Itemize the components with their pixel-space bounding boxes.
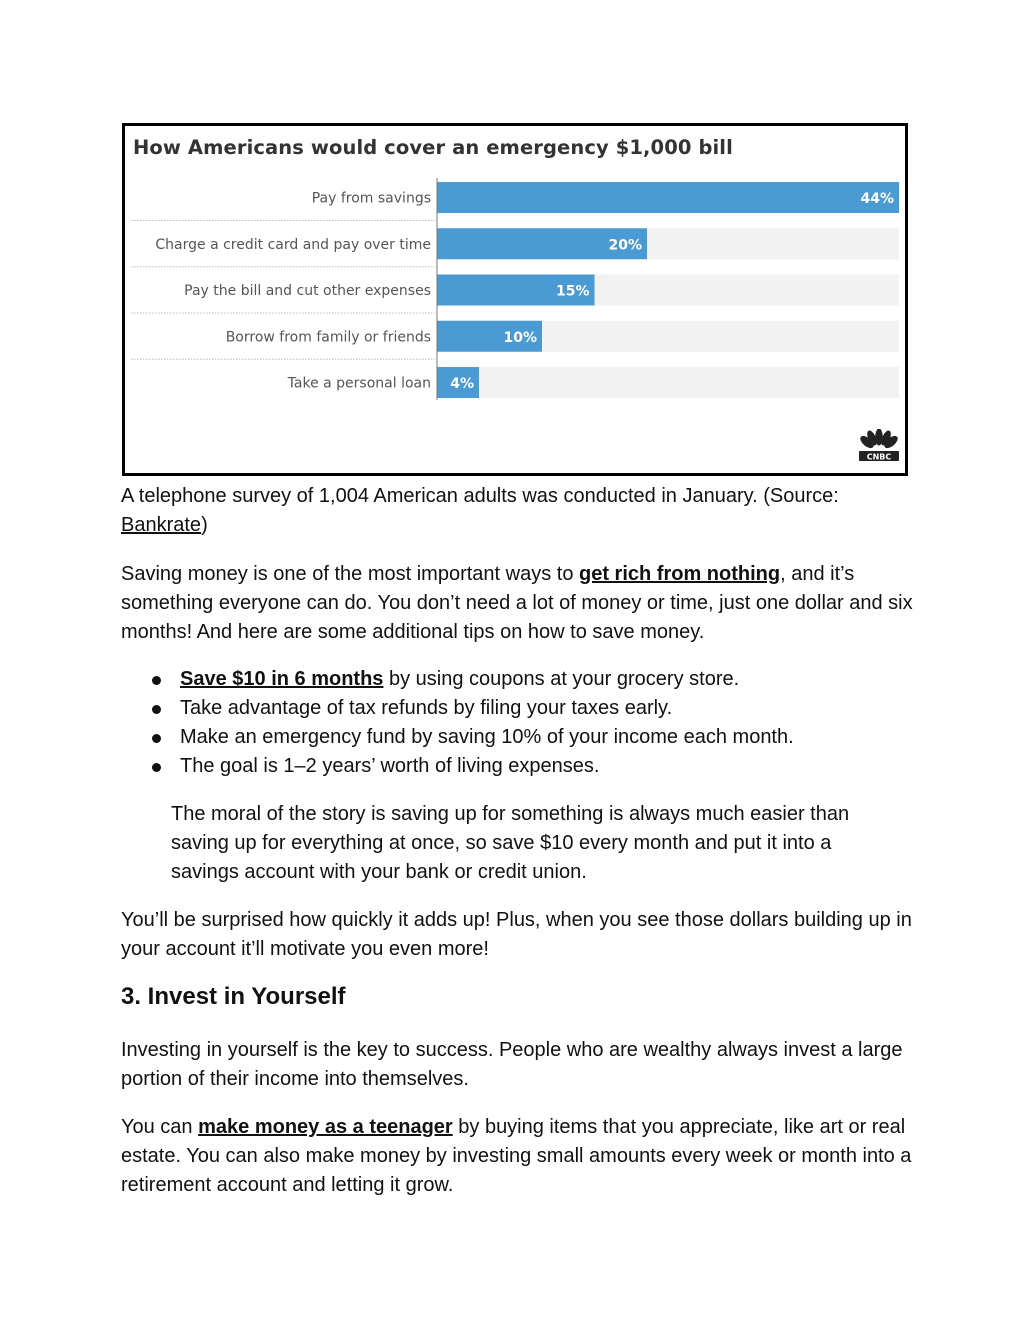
bullet-icon (152, 676, 161, 685)
tips-list (150, 665, 910, 781)
list-item-text: Take advantage of tax refunds by filing your taxes early. (180, 697, 673, 719)
chart-frame (122, 123, 908, 476)
category-label: Charge a credit card and pay over time (155, 236, 431, 253)
paragraph-invest: Investing in yourself is the key to success. People who are wealthy always invest a large portion of their income into themselves. (121, 1039, 903, 1090)
data-label: 4% (450, 376, 474, 392)
svg-text:CNBC: CNBC (866, 452, 892, 462)
list-item (150, 665, 910, 694)
data-label: 15% (555, 283, 590, 300)
bar (437, 182, 899, 213)
list-item (150, 723, 910, 752)
category-label: Pay from savings (311, 190, 431, 207)
bullet-icon (152, 763, 161, 772)
category-label: Borrow from family or friends (225, 329, 431, 346)
bankrate-link[interactable]: Bankrate (121, 514, 202, 536)
data-label: 44% (860, 191, 894, 207)
list-item-text: by using coupons at your grocery store. (383, 668, 740, 690)
list-item-text: The goal is 1–2 years’ worth of living expenses. (180, 755, 600, 777)
list-item (150, 752, 910, 781)
cnbc-peacock-logo (858, 429, 900, 463)
paragraph-saving-money (121, 560, 921, 647)
teenager-link[interactable]: make money as a teenager (198, 1116, 453, 1138)
bullet-icon (152, 734, 161, 743)
bullet-icon (152, 705, 161, 714)
moral-paragraph: The moral of the story is saving up for something is always much easier than saving up for everything at once, so save $10 every month and put it into a savings account with your bank or credit union. (171, 803, 850, 883)
save-10-link[interactable]: Save $10 in 6 months (180, 668, 384, 690)
chart-caption (121, 482, 921, 540)
category-label: Take a personal loan (287, 375, 431, 392)
paragraph-teenager (121, 1113, 921, 1200)
bar-track (437, 367, 899, 398)
get-rich-link[interactable]: get rich from nothing (579, 563, 781, 585)
para4-text-end: by buying items that you appreciate, like art or real estate. You can also make money by investing small amounts every week or month into a retirement account and letting it grow. (121, 1116, 912, 1196)
para4-text-start: You can (121, 1116, 199, 1138)
data-label: 10% (503, 329, 537, 346)
caption-close: ) (201, 514, 208, 536)
section-heading: 3. Invest in Yourself (121, 983, 346, 1010)
para1-text-start: Saving money is one of the most important ways to (121, 563, 579, 585)
data-label: 20% (608, 237, 642, 254)
paragraph-adds-up: You’ll be surprised how quickly it adds up! Plus, when you see those dollars building up in your account it’ll motivate you even more! (121, 909, 912, 960)
chart-title: How Americans would cover an emergency $1,000 bill (133, 136, 733, 159)
category-label: Pay the bill and cut other expenses (184, 283, 431, 299)
caption-text: A telephone survey of 1,004 American adults was conducted in January. (Source: (121, 485, 839, 507)
para1-text-end: , and it’s something everyone can do. You don’t need a lot of money or time, just one dollar and six months! And here are some additional tips on how to save money. (121, 563, 913, 643)
list-item-text: Make an emergency fund by saving 10% of your income each month. (180, 726, 794, 748)
list-item (150, 694, 910, 723)
bar-chart (125, 126, 905, 473)
